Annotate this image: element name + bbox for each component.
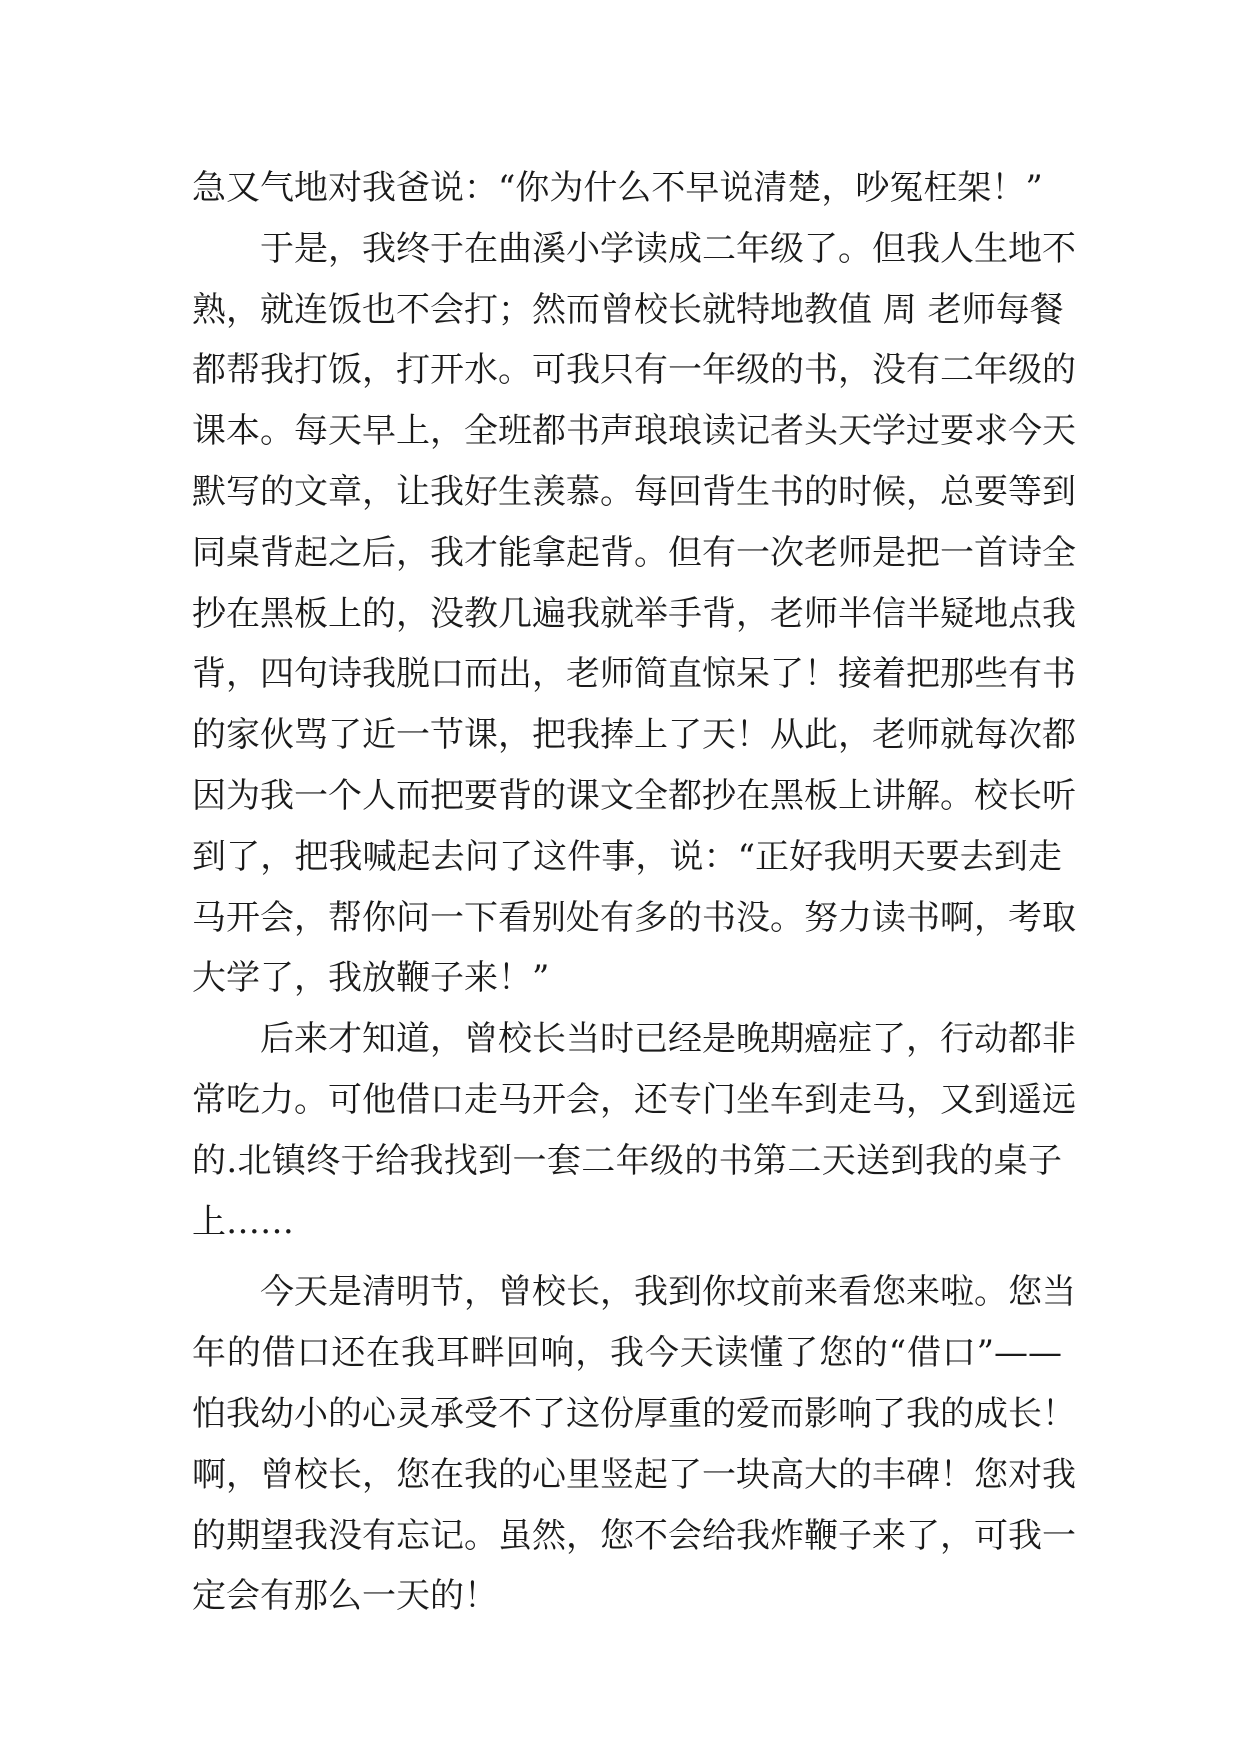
text-line: 于是，我终于在曲溪小学读成二年级了。但我人生地不 (260, 228, 1076, 269)
text-line: 的.北镇终于给我找到一套二年级的书第二天送到我的桌子 (192, 1140, 1062, 1181)
text-line: 默写的文章，让我好生羡慕。每回背生书的时候，总要等到 (192, 471, 1076, 512)
paragraph (192, 1009, 1076, 1252)
paragraph (192, 1262, 1076, 1627)
text-line: 到了，把我喊起去问了这件事，说：“正好我明天要去到走 (192, 836, 1062, 877)
text-line: 都帮我打饭，打开水。可我只有一年级的书，没有二年级的 (192, 350, 1076, 391)
paragraph (192, 219, 1076, 1009)
text-line: 熟，就连饭也不会打；然而曾校长就特地教值 周 老师每餐 (192, 289, 1064, 330)
text-line: 今天是清明节，曾校长，我到你坟前来看您来啦。您当 (260, 1272, 1076, 1313)
text-line: 上…… (192, 1201, 294, 1242)
paragraph (192, 158, 1062, 219)
text-line: 定会有那么一天的！ (192, 1576, 498, 1617)
paragraph-spacer (192, 1252, 1062, 1262)
text-line: 啊，曾校长，您在我的心里竖起了一块高大的丰碑！您对我 (192, 1454, 1076, 1495)
text-line: 课本。每天早上，全班都书声琅琅读记者头天学过要求今天 (192, 411, 1076, 452)
text-line: 的家伙骂了近一节课，把我捧上了天！从此，老师就每次都 (192, 715, 1076, 756)
text-line: 年的借口还在我耳畔回响，我今天读懂了您的“借口”—— (192, 1333, 1062, 1374)
text-line: 同桌背起之后，我才能拿起背。但有一次老师是把一首诗全 (192, 532, 1076, 573)
text-line: 怕我幼小的心灵承受不了这份厚重的爱而影响了我的成长！ (192, 1393, 1076, 1434)
text-line: 因为我一个人而把要背的课文全都抄在黑板上讲解。校长听 (192, 775, 1076, 816)
text-line: 背，四句诗我脱口而出，老师简直惊呆了！接着把那些有书 (192, 654, 1076, 695)
text-line: 大学了，我放鞭子来！” (192, 958, 550, 999)
text-line: 抄在黑板上的，没教几遍我就举手背，老师半信半疑地点我 (192, 593, 1076, 634)
text-line: 常吃力。可他借口走马开会，还专门坐车到走马，又到遥远 (192, 1079, 1076, 1120)
text-line: 急又气地对我爸说：“你为什么不早说清楚，吵冤枉架！” (192, 168, 1043, 208)
text-line: 马开会，帮你问一下看别处有多的书没。努力读书啊，考取 (192, 897, 1076, 938)
text-line: 的期望我没有忘记。虽然，您不会给我炸鞭子来了，可我一 (192, 1515, 1076, 1556)
text-line: 后来才知道，曾校长当时已经是晚期癌症了，行动都非 (260, 1019, 1076, 1060)
document-body (192, 158, 1076, 1627)
